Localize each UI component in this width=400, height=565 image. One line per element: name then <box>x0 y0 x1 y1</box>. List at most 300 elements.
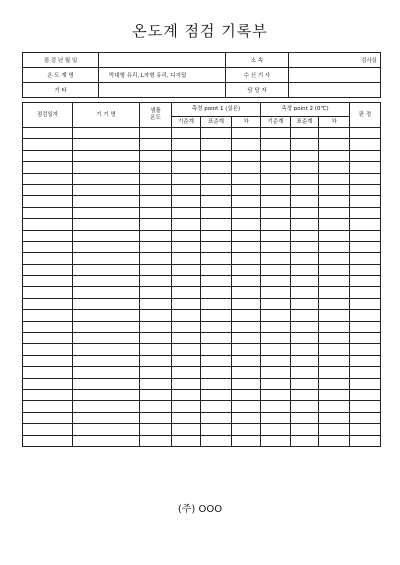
table-row <box>23 241 381 252</box>
table-cell[interactable] <box>201 355 232 366</box>
table-cell[interactable] <box>201 367 232 378</box>
table-cell[interactable] <box>201 150 232 161</box>
table-cell[interactable] <box>73 241 140 252</box>
table-cell[interactable] <box>232 196 261 207</box>
table-cell[interactable] <box>23 378 73 389</box>
thermometer-name-field[interactable]: 막대형 유리, L자형 유리, 디지털 <box>99 68 226 83</box>
table-cell[interactable] <box>291 184 319 195</box>
table-cell[interactable] <box>172 173 201 184</box>
table-cell[interactable] <box>172 378 201 389</box>
table-cell[interactable] <box>23 230 73 241</box>
table-cell[interactable] <box>261 378 291 389</box>
table-cell[interactable] <box>172 241 201 252</box>
table-cell[interactable] <box>73 196 140 207</box>
table-cell[interactable] <box>261 219 291 230</box>
table-cell[interactable] <box>140 253 172 264</box>
table-cell[interactable] <box>232 207 261 218</box>
table-cell[interactable] <box>232 264 261 275</box>
table-cell[interactable] <box>73 333 140 344</box>
table-cell[interactable] <box>291 287 319 298</box>
table-cell[interactable] <box>172 162 201 173</box>
table-cell[interactable] <box>73 321 140 332</box>
table-cell[interactable] <box>232 378 261 389</box>
table-cell[interactable] <box>172 389 201 400</box>
table-cell[interactable] <box>73 139 140 150</box>
table-cell[interactable] <box>172 207 201 218</box>
table-cell[interactable] <box>232 367 261 378</box>
department-field[interactable]: 검사실 <box>289 53 381 68</box>
table-cell[interactable] <box>201 184 232 195</box>
table-cell[interactable] <box>350 253 381 264</box>
table-cell[interactable] <box>291 219 319 230</box>
table-cell[interactable] <box>23 150 73 161</box>
table-cell[interactable] <box>140 219 172 230</box>
table-cell[interactable] <box>291 367 319 378</box>
table-cell[interactable] <box>350 230 381 241</box>
table-cell[interactable] <box>172 333 201 344</box>
table-cell[interactable] <box>172 196 201 207</box>
table-cell[interactable] <box>73 435 140 446</box>
table-cell[interactable] <box>140 344 172 355</box>
header-device: 기 기 명 <box>73 103 140 128</box>
table-cell[interactable] <box>73 424 140 435</box>
table-cell[interactable] <box>23 276 73 287</box>
table-cell[interactable] <box>73 230 140 241</box>
table-cell[interactable] <box>23 435 73 446</box>
table-cell[interactable] <box>261 241 291 252</box>
table-cell[interactable] <box>232 219 261 230</box>
table-cell[interactable] <box>201 310 232 321</box>
table-cell[interactable] <box>201 333 232 344</box>
table-cell[interactable] <box>201 287 232 298</box>
table-cell[interactable] <box>261 230 291 241</box>
table-row <box>23 389 381 400</box>
table-cell[interactable] <box>172 219 201 230</box>
table-cell[interactable] <box>172 287 201 298</box>
table-cell[interactable] <box>291 344 319 355</box>
table-cell[interactable] <box>261 367 291 378</box>
table-cell[interactable] <box>201 196 232 207</box>
table-cell[interactable] <box>319 162 350 173</box>
table-cell[interactable] <box>232 184 261 195</box>
table-cell[interactable] <box>261 150 291 161</box>
table-cell[interactable] <box>291 401 319 412</box>
table-cell[interactable] <box>319 412 350 423</box>
table-cell[interactable] <box>172 298 201 309</box>
table-cell[interactable] <box>140 321 172 332</box>
table-cell[interactable] <box>73 367 140 378</box>
table-cell[interactable] <box>291 276 319 287</box>
table-cell[interactable] <box>201 230 232 241</box>
table-cell[interactable] <box>350 139 381 150</box>
table-cell[interactable] <box>291 378 319 389</box>
table-cell[interactable] <box>350 219 381 230</box>
table-cell[interactable] <box>350 150 381 161</box>
table-cell[interactable] <box>232 276 261 287</box>
table-cell[interactable] <box>261 162 291 173</box>
table-cell[interactable] <box>201 298 232 309</box>
table-cell[interactable] <box>350 184 381 195</box>
table-cell[interactable] <box>23 412 73 423</box>
table-cell[interactable] <box>319 424 350 435</box>
table-cell[interactable] <box>261 207 291 218</box>
table-cell[interactable] <box>350 162 381 173</box>
table-cell[interactable] <box>232 298 261 309</box>
table-cell[interactable] <box>201 128 232 139</box>
table-cell[interactable] <box>140 128 172 139</box>
table-cell[interactable] <box>261 287 291 298</box>
table-cell[interactable] <box>319 355 350 366</box>
table-cell[interactable] <box>201 424 232 435</box>
table-cell[interactable] <box>23 162 73 173</box>
table-cell[interactable] <box>172 276 201 287</box>
table-cell[interactable] <box>73 412 140 423</box>
table-cell[interactable] <box>350 367 381 378</box>
table-cell[interactable] <box>291 389 319 400</box>
table-cell[interactable] <box>350 333 381 344</box>
table-cell[interactable] <box>140 184 172 195</box>
table-cell[interactable] <box>232 241 261 252</box>
table-cell[interactable] <box>291 150 319 161</box>
table-cell[interactable] <box>261 321 291 332</box>
table-cell[interactable] <box>172 344 201 355</box>
table-cell[interactable] <box>140 276 172 287</box>
table-cell[interactable] <box>319 253 350 264</box>
table-cell[interactable] <box>261 310 291 321</box>
table-cell[interactable] <box>172 321 201 332</box>
table-cell[interactable] <box>261 401 291 412</box>
table-cell[interactable] <box>73 184 140 195</box>
table-cell[interactable] <box>140 435 172 446</box>
table-cell[interactable] <box>319 401 350 412</box>
table-cell[interactable] <box>140 389 172 400</box>
table-cell[interactable] <box>23 424 73 435</box>
table-cell[interactable] <box>201 253 232 264</box>
table-cell[interactable] <box>172 435 201 446</box>
table-cell[interactable] <box>319 139 350 150</box>
table-cell[interactable] <box>201 162 232 173</box>
table-cell[interactable] <box>73 162 140 173</box>
table-cell[interactable] <box>291 412 319 423</box>
table-cell[interactable] <box>261 389 291 400</box>
table-cell[interactable] <box>232 162 261 173</box>
table-cell[interactable] <box>261 435 291 446</box>
table-cell[interactable] <box>23 184 73 195</box>
table-cell[interactable] <box>319 150 350 161</box>
table-cell[interactable] <box>140 196 172 207</box>
table-cell[interactable] <box>23 298 73 309</box>
table-cell[interactable] <box>261 424 291 435</box>
table-cell[interactable] <box>201 219 232 230</box>
table-cell[interactable] <box>291 298 319 309</box>
table-cell[interactable] <box>23 389 73 400</box>
table-cell[interactable] <box>291 435 319 446</box>
table-cell[interactable] <box>232 230 261 241</box>
table-cell[interactable] <box>201 321 232 332</box>
table-cell[interactable] <box>23 333 73 344</box>
table-cell[interactable] <box>172 150 201 161</box>
table-cell[interactable] <box>73 128 140 139</box>
table-cell[interactable] <box>232 150 261 161</box>
table-cell[interactable] <box>350 241 381 252</box>
table-cell[interactable] <box>172 264 201 275</box>
table-cell[interactable] <box>201 241 232 252</box>
table-cell[interactable] <box>291 162 319 173</box>
table-cell[interactable] <box>140 207 172 218</box>
table-cell[interactable] <box>319 196 350 207</box>
table-cell[interactable] <box>232 412 261 423</box>
table-cell[interactable] <box>291 128 319 139</box>
header-point2: 측정 point 2 (0℃) <box>261 103 350 117</box>
table-cell[interactable] <box>350 378 381 389</box>
table-cell[interactable] <box>350 173 381 184</box>
table-cell[interactable] <box>140 333 172 344</box>
table-cell[interactable] <box>73 173 140 184</box>
table-cell[interactable] <box>232 389 261 400</box>
receiver-field[interactable] <box>289 68 381 83</box>
table-cell[interactable] <box>291 241 319 252</box>
table-cell[interactable] <box>201 344 232 355</box>
table-cell[interactable] <box>350 276 381 287</box>
table-cell[interactable] <box>172 401 201 412</box>
table-cell[interactable] <box>23 196 73 207</box>
table-cell[interactable] <box>201 139 232 150</box>
table-cell[interactable] <box>73 310 140 321</box>
table-row <box>23 253 381 264</box>
table-cell[interactable] <box>172 424 201 435</box>
info-row <box>23 83 381 98</box>
table-cell[interactable] <box>73 298 140 309</box>
table-cell[interactable] <box>350 128 381 139</box>
table-cell[interactable] <box>319 230 350 241</box>
table-cell[interactable] <box>140 150 172 161</box>
table-cell[interactable] <box>350 401 381 412</box>
table-cell[interactable] <box>232 173 261 184</box>
table-cell[interactable] <box>140 298 172 309</box>
table-cell[interactable] <box>319 378 350 389</box>
table-cell[interactable] <box>261 412 291 423</box>
table-cell[interactable] <box>319 241 350 252</box>
other-label: 기 타 <box>23 83 99 98</box>
table-cell[interactable] <box>73 207 140 218</box>
table-cell[interactable] <box>201 207 232 218</box>
table-row <box>23 321 381 332</box>
table-cell[interactable] <box>73 378 140 389</box>
other-field[interactable] <box>99 83 226 98</box>
manager-field[interactable] <box>289 83 381 98</box>
table-cell[interactable] <box>140 412 172 423</box>
table-cell[interactable] <box>319 264 350 275</box>
table-cell[interactable] <box>319 298 350 309</box>
table-cell[interactable] <box>291 173 319 184</box>
table-cell[interactable] <box>201 173 232 184</box>
table-cell[interactable] <box>350 344 381 355</box>
table-cell[interactable] <box>23 321 73 332</box>
table-cell[interactable] <box>232 253 261 264</box>
header-point1: 측정 point 1 (실온) <box>172 103 261 117</box>
table-cell[interactable] <box>350 298 381 309</box>
table-cell[interactable] <box>319 333 350 344</box>
table-cell[interactable] <box>261 253 291 264</box>
table-cell[interactable] <box>23 355 73 366</box>
table-cell[interactable] <box>319 128 350 139</box>
table-cell[interactable] <box>291 355 319 366</box>
table-cell[interactable] <box>232 333 261 344</box>
table-cell[interactable] <box>232 287 261 298</box>
table-cell[interactable] <box>23 207 73 218</box>
table-cell[interactable] <box>23 173 73 184</box>
table-cell[interactable] <box>140 230 172 241</box>
table-row <box>23 230 381 241</box>
table-cell[interactable] <box>232 355 261 366</box>
table-cell[interactable] <box>350 389 381 400</box>
table-cell[interactable] <box>73 287 140 298</box>
table-cell[interactable] <box>291 264 319 275</box>
table-cell[interactable] <box>140 378 172 389</box>
table-cell[interactable] <box>140 310 172 321</box>
table-cell[interactable] <box>201 401 232 412</box>
table-cell[interactable] <box>350 287 381 298</box>
table-cell[interactable] <box>73 355 140 366</box>
table-cell[interactable] <box>140 162 172 173</box>
table-cell[interactable] <box>350 321 381 332</box>
table-cell[interactable] <box>23 253 73 264</box>
table-cell[interactable] <box>261 276 291 287</box>
table-cell[interactable] <box>319 184 350 195</box>
table-cell[interactable] <box>350 310 381 321</box>
table-cell[interactable] <box>140 173 172 184</box>
table-cell[interactable] <box>172 139 201 150</box>
table-cell[interactable] <box>261 333 291 344</box>
table-cell[interactable] <box>261 355 291 366</box>
table-cell[interactable] <box>350 424 381 435</box>
table-cell[interactable] <box>140 241 172 252</box>
table-cell[interactable] <box>201 264 232 275</box>
table-cell[interactable] <box>319 219 350 230</box>
table-cell[interactable] <box>350 196 381 207</box>
table-cell[interactable] <box>291 207 319 218</box>
table-cell[interactable] <box>319 321 350 332</box>
table-cell[interactable] <box>23 310 73 321</box>
table-cell[interactable] <box>73 344 140 355</box>
table-cell[interactable] <box>140 367 172 378</box>
table-cell[interactable] <box>73 219 140 230</box>
table-cell[interactable] <box>350 355 381 366</box>
table-cell[interactable] <box>23 344 73 355</box>
table-cell[interactable] <box>172 412 201 423</box>
table-cell[interactable] <box>319 310 350 321</box>
table-cell[interactable] <box>140 139 172 150</box>
table-cell[interactable] <box>261 184 291 195</box>
table-cell[interactable] <box>291 139 319 150</box>
table-cell[interactable] <box>261 196 291 207</box>
table-cell[interactable] <box>23 241 73 252</box>
table-cell[interactable] <box>319 287 350 298</box>
table-cell[interactable] <box>23 287 73 298</box>
table-cell[interactable] <box>23 264 73 275</box>
table-cell[interactable] <box>319 344 350 355</box>
table-cell[interactable] <box>261 298 291 309</box>
table-cell[interactable] <box>172 367 201 378</box>
table-cell[interactable] <box>291 230 319 241</box>
table-cell[interactable] <box>261 139 291 150</box>
table-cell[interactable] <box>172 184 201 195</box>
table-cell[interactable] <box>201 412 232 423</box>
table-cell[interactable] <box>23 128 73 139</box>
table-cell[interactable] <box>172 230 201 241</box>
table-cell[interactable] <box>291 310 319 321</box>
inspection-date-field[interactable] <box>99 53 226 68</box>
table-cell[interactable] <box>73 253 140 264</box>
table-cell[interactable] <box>319 389 350 400</box>
table-row <box>23 264 381 275</box>
table-row <box>23 276 381 287</box>
table-cell[interactable] <box>232 424 261 435</box>
table-cell[interactable] <box>201 435 232 446</box>
table-cell[interactable] <box>291 253 319 264</box>
table-cell[interactable] <box>172 253 201 264</box>
table-cell[interactable] <box>172 310 201 321</box>
table-cell[interactable] <box>23 401 73 412</box>
table-cell[interactable] <box>140 287 172 298</box>
table-cell[interactable] <box>319 367 350 378</box>
table-cell[interactable] <box>291 333 319 344</box>
table-cell[interactable] <box>232 139 261 150</box>
table-cell[interactable] <box>261 344 291 355</box>
table-cell[interactable] <box>23 219 73 230</box>
table-cell[interactable] <box>201 389 232 400</box>
table-cell[interactable] <box>73 276 140 287</box>
table-cell[interactable] <box>319 435 350 446</box>
table-cell[interactable] <box>73 264 140 275</box>
table-cell[interactable] <box>232 310 261 321</box>
table-cell[interactable] <box>291 424 319 435</box>
table-cell[interactable] <box>73 401 140 412</box>
table-cell[interactable] <box>350 207 381 218</box>
table-cell[interactable] <box>232 321 261 332</box>
table-cell[interactable] <box>23 139 73 150</box>
table-cell[interactable] <box>261 128 291 139</box>
table-cell[interactable] <box>23 367 73 378</box>
table-cell[interactable] <box>172 128 201 139</box>
table-cell[interactable] <box>172 355 201 366</box>
table-cell[interactable] <box>291 321 319 332</box>
table-cell[interactable] <box>261 264 291 275</box>
table-cell[interactable] <box>140 355 172 366</box>
table-cell[interactable] <box>140 401 172 412</box>
table-cell[interactable] <box>232 344 261 355</box>
table-cell[interactable] <box>140 264 172 275</box>
table-cell[interactable] <box>73 389 140 400</box>
log-header-row <box>23 103 381 117</box>
table-cell[interactable] <box>140 424 172 435</box>
table-cell[interactable] <box>232 435 261 446</box>
table-cell[interactable] <box>201 378 232 389</box>
table-cell[interactable] <box>232 401 261 412</box>
table-cell[interactable] <box>319 207 350 218</box>
table-cell[interactable] <box>319 173 350 184</box>
table-cell[interactable] <box>261 173 291 184</box>
table-cell[interactable] <box>232 128 261 139</box>
table-cell[interactable] <box>291 196 319 207</box>
inspection-date-label: 점 검 년 월 일 <box>23 53 99 68</box>
table-cell[interactable] <box>319 276 350 287</box>
table-cell[interactable] <box>350 412 381 423</box>
table-cell[interactable] <box>73 150 140 161</box>
table-cell[interactable] <box>350 264 381 275</box>
table-cell[interactable] <box>350 435 381 446</box>
table-cell[interactable] <box>201 276 232 287</box>
